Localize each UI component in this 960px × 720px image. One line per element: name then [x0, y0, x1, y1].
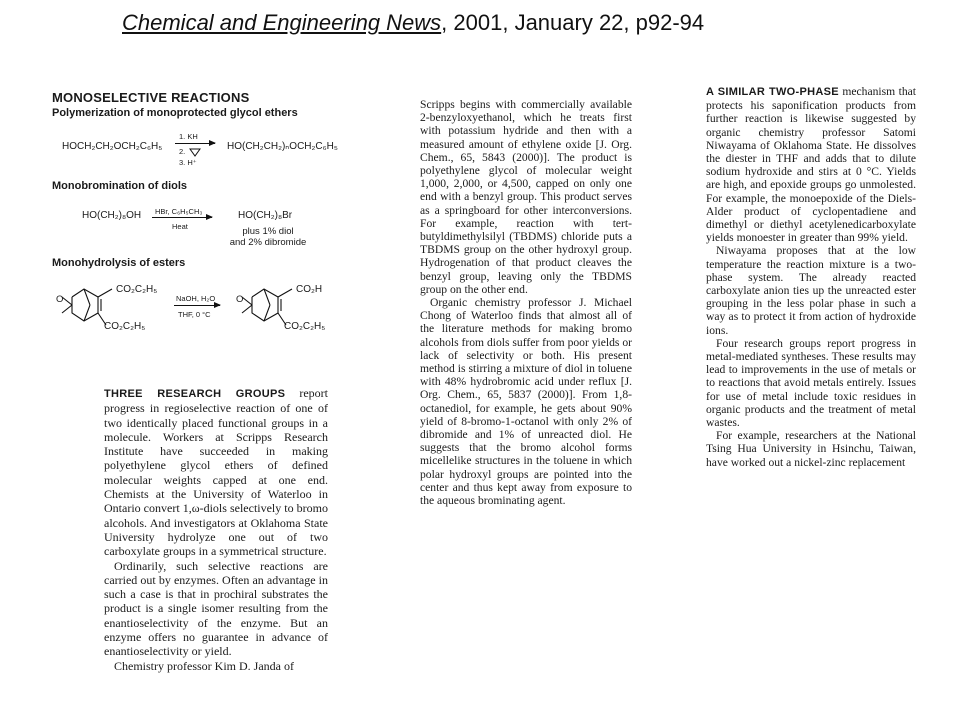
- kh-condition: 1. KH: [179, 132, 198, 141]
- polymerization-heading: Polymerization of monoprotected glycol ethers: [52, 107, 298, 119]
- journal-name: Chemical and Engineering News: [122, 10, 442, 35]
- schemes-title: MONOSELECTIVE REACTIONS: [52, 90, 250, 105]
- heat-condition: Heat: [172, 222, 188, 231]
- peg-product: HO(CH₂CH₂)ₙOCH₂C₆H₅: [227, 141, 338, 152]
- paragraph-text: mechanism that protects his saponification products from further reaction is likewise suggested by organic chemistry professor Satomi Niwayama of Oklahoma State. He dissolves the diester in THF and adds that to dilute sodium hydroxide and stirs at 0 °C. Yields are high, and epoxide groups go unmolested. For example, the monoepoxide of the Diels-Alder product of cyclopentadiene and dimethyl or diethyl acetylenedicarboxylate yields monoester in greater than 99% yield.: [706, 85, 916, 245]
- reaction-arrow: [152, 217, 212, 218]
- citation-header: [122, 10, 862, 36]
- naoh-condition: NaOH, H₂O: [176, 294, 216, 303]
- reaction-schemes-panel: [52, 90, 397, 340]
- article-column-1: [104, 386, 328, 673]
- reaction-arrow: [175, 143, 215, 144]
- paragraph: For example, researchers at the National Tsing Hua University in Hsinchu, Taiwan, have worked out a nickel-zinc replacement: [706, 429, 916, 469]
- paragraph: Organic chemistry professor J. Michael Chong of Waterloo finds that almost all of the literature methods for making bromo alcohols from diols suffer from poor yields or lack of selectivity or both. His present method is stirring a mixture of diol in toluene with 48% hydrobromic acid under reflux [J. Org. Chem., 65, 5837 (2000)]. From 1,8-octanediol, for example, he gets about 90% yield of 8-bromo-1-octanol with only 2% of dibromide and 1% of unreacted diol. He suggests that the bromo alcohol forms micellelike structures in the toluene in which polar hydroxyl groups are pointed into the center and thus kept away from exposure to the aqueous brominating agent.: [420, 296, 632, 508]
- article-column-2: [420, 98, 632, 507]
- paragraph: Ordinarily, such selective reactions are carried out by enzymes. Often an advantage in such a case is that in prochiral substrates the product is a single isomer resulting from the enantioselectivity of the enzyme. But an enzyme offers no guarantee in advance of enantioselectivity or yield.: [104, 558, 328, 659]
- paragraph: [104, 386, 328, 559]
- hbr-condition: HBr, C₆H₅CH₃: [155, 207, 203, 216]
- epoxide-step: 2.: [179, 147, 186, 156]
- ethylene-oxide-icon: [188, 146, 202, 158]
- paragraph: Niwayama proposes that at the low temperature the reaction mixture is a two-phase system. The already reacted carboxylate anion ties up the unreacted ester grouping in the less polar phase in such a way as to protect it from action of hydroxide ions.: [706, 244, 916, 337]
- ester-group-bottom: CO₂C₂H₅: [104, 321, 146, 332]
- thf-condition: THF, 0 °C: [178, 310, 211, 319]
- glycol-ether-reactant: HOCH₂CH₂OCH₂C₆H₅: [62, 141, 163, 152]
- byproduct-note-diol: plus 1% diol: [242, 226, 294, 237]
- acid-workup-step: 3. H⁺: [179, 158, 197, 167]
- epoxide-oxygen-left: O: [56, 294, 64, 305]
- bromo-alcohol-product: HO(CH₂)₈Br: [238, 210, 293, 221]
- reaction-arrow: [174, 305, 220, 306]
- diol-reactant: HO(CH₂)₈OH: [82, 210, 142, 221]
- article-column-3: [706, 85, 916, 469]
- epoxide-oxygen-right: O: [236, 294, 244, 305]
- hydrolysis-heading: Monohydrolysis of esters: [52, 257, 186, 269]
- byproduct-note-dibromide: and 2% dibromide: [229, 237, 307, 248]
- paragraph: [706, 85, 916, 244]
- ester-group-bottom-product: CO₂C₂H₅: [284, 321, 326, 332]
- paragraph: Chemistry professor Kim D. Janda of: [114, 658, 294, 673]
- bromination-heading: Monobromination of diols: [52, 180, 188, 192]
- paragraph: Four research groups report progress in metal-mediated syntheses. These results may lead to improvements in the use of metals or to reactions that avoid metals entirely. Issues for use of metal include toxic residues in organic products and the treatment of metal wastes.: [706, 336, 916, 430]
- lead-in-caps: THREE RESEARCH GROUPS: [104, 388, 286, 400]
- acid-group-top: CO₂H: [296, 284, 323, 295]
- citation-details: , 2001, January 22, p92-94: [441, 10, 705, 35]
- paragraph-text: report progress in regioselective reaction of one of two identically placed functional groups in a molecule. Workers at Scripps Research Institute have succeeded in making polyethylene glycol ethers of defined molecular weights capped at one end. Chemists at the University of Waterloo in Ontario convert 1,ω-diols selectively to bromo alcohols. And investigators at Oklahoma State University hydrolyze one out of two carboxylate groups in a symmetrical structure.: [104, 386, 328, 559]
- ester-group-top: CO₂C₂H₅: [116, 284, 158, 295]
- lead-in-caps: A SIMILAR TWO-PHASE: [706, 86, 839, 98]
- paragraph: Scripps begins with commercially available 2-benzyloxyethanol, which he treats first with potassium hydride and then with a measured amount of ethylene oxide [J. Org. Chem., 65, 5843 (2000)]. The product is polyethylene glycol of molecular weight 1,000, 2,000, or 4,500, capped on only one end with a benzyl group. This product serves as a springboard for other interconversions. For example, reaction with tert-butyldimethylsilyl (TBDMS) chloride puts a TBDMS group on the other hydroxyl group. Hydrogenation of that product cleaves the benzyl group, leaving only the TBDMS group on the other end.: [420, 98, 632, 296]
